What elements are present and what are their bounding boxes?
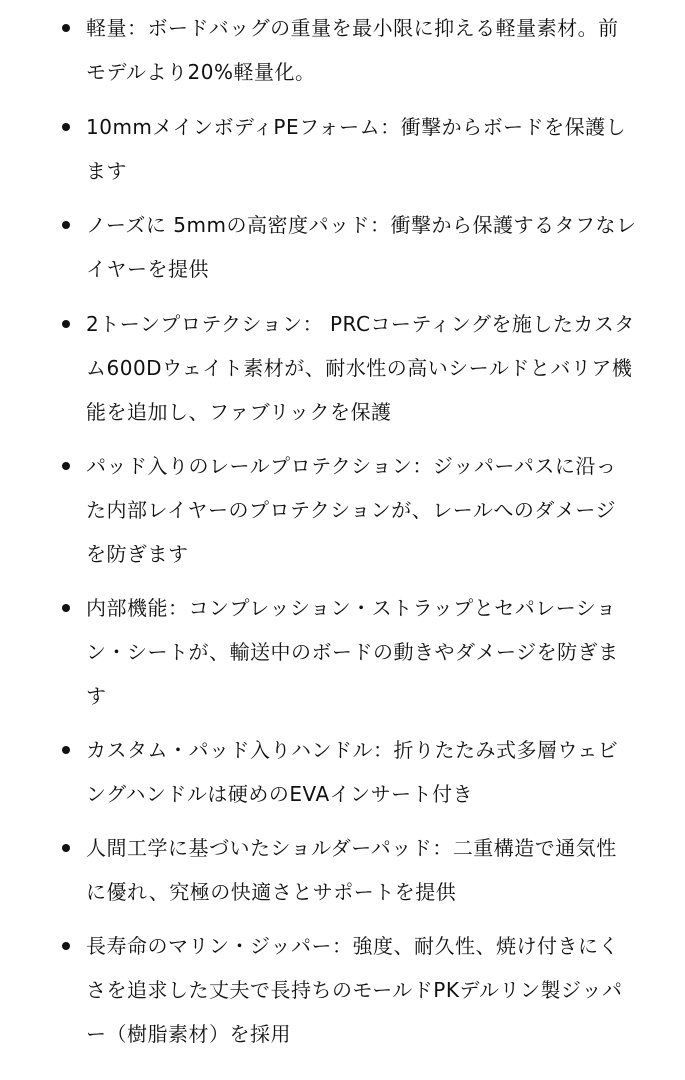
feature-text-line: 2トーンプロテクション： PRCコーティングを施したカスタ	[86, 312, 635, 336]
feature-item-padded-handle	[86, 728, 646, 816]
feature-text-line: ー（樹脂素材）を採用	[86, 1022, 291, 1046]
feature-text-line: 人間工学に基づいたショルダーパッド：二重構造で通気性	[86, 836, 617, 860]
bullet-icon	[62, 24, 70, 32]
feature-item-two-tone-protection	[86, 302, 646, 434]
feature-text-line: す	[86, 684, 107, 708]
bullet-icon	[62, 123, 70, 131]
bullet-icon	[62, 221, 70, 229]
bullet-icon	[62, 844, 70, 852]
feature-text-line: 長寿命のマリン・ジッパー：強度、耐久性、焼け付きにく	[86, 934, 619, 958]
bullet-icon	[62, 462, 70, 470]
feature-text-line: モデルより20%軽量化。	[86, 60, 316, 84]
feature-text-line: パッド入りのレールプロテクション：ジッパーパスに沿っ	[86, 454, 617, 478]
feature-text-line: ム600Dウェイト素材が、耐水性の高いシールドとバリア機	[86, 356, 633, 380]
feature-text-line: 軽量：ボードバッグの重量を最小限に抑える軽量素材。前	[86, 16, 619, 40]
feature-text-line: ノーズに 5mmの高密度パッド：衝撃から保護するタフなレ	[86, 213, 637, 237]
bullet-icon	[62, 746, 70, 754]
feature-item-shoulder-pad	[86, 826, 646, 914]
feature-item-marine-zipper	[86, 924, 646, 1056]
feature-text-line: ます	[86, 159, 127, 183]
feature-text-line: ングハンドルは硬めのEVAインサート付き	[86, 782, 474, 806]
feature-text-line: を防ぎます	[86, 542, 189, 566]
feature-item-rail-protection	[86, 444, 646, 576]
feature-text-line: ン・シートが、輸送中のボードの動きやダメージを防ぎま	[86, 640, 619, 664]
feature-item-internal-features	[86, 586, 646, 718]
feature-item-lightweight	[86, 6, 646, 94]
feature-text-line: た内部レイヤーのプロテクションが、レールへのダメージ	[86, 498, 616, 522]
feature-text-line: 能を追加し、ファブリックを保護	[86, 400, 392, 424]
feature-text-line: カスタム・パッド入りハンドル：折りたたみ式多層ウェビ	[86, 738, 619, 762]
feature-text-line: に優れ、究極の快適さとサポートを提供	[86, 880, 457, 904]
feature-text-line: イヤーを提供	[86, 257, 209, 281]
feature-item-nose-pad	[86, 203, 646, 291]
bullet-icon	[62, 604, 70, 612]
feature-text-line: 10mmメインボディPEフォーム：衝撃からボードを保護し	[86, 115, 627, 139]
feature-item-body-foam	[86, 105, 646, 193]
bullet-icon	[62, 320, 70, 328]
feature-text-line: 内部機能：コンプレッション・ストラップとセパレーショ	[86, 596, 617, 620]
feature-text-line: さを追求した丈夫で長持ちのモールドPKデルリン製ジッパ	[86, 978, 623, 1002]
bullet-icon	[62, 942, 70, 950]
